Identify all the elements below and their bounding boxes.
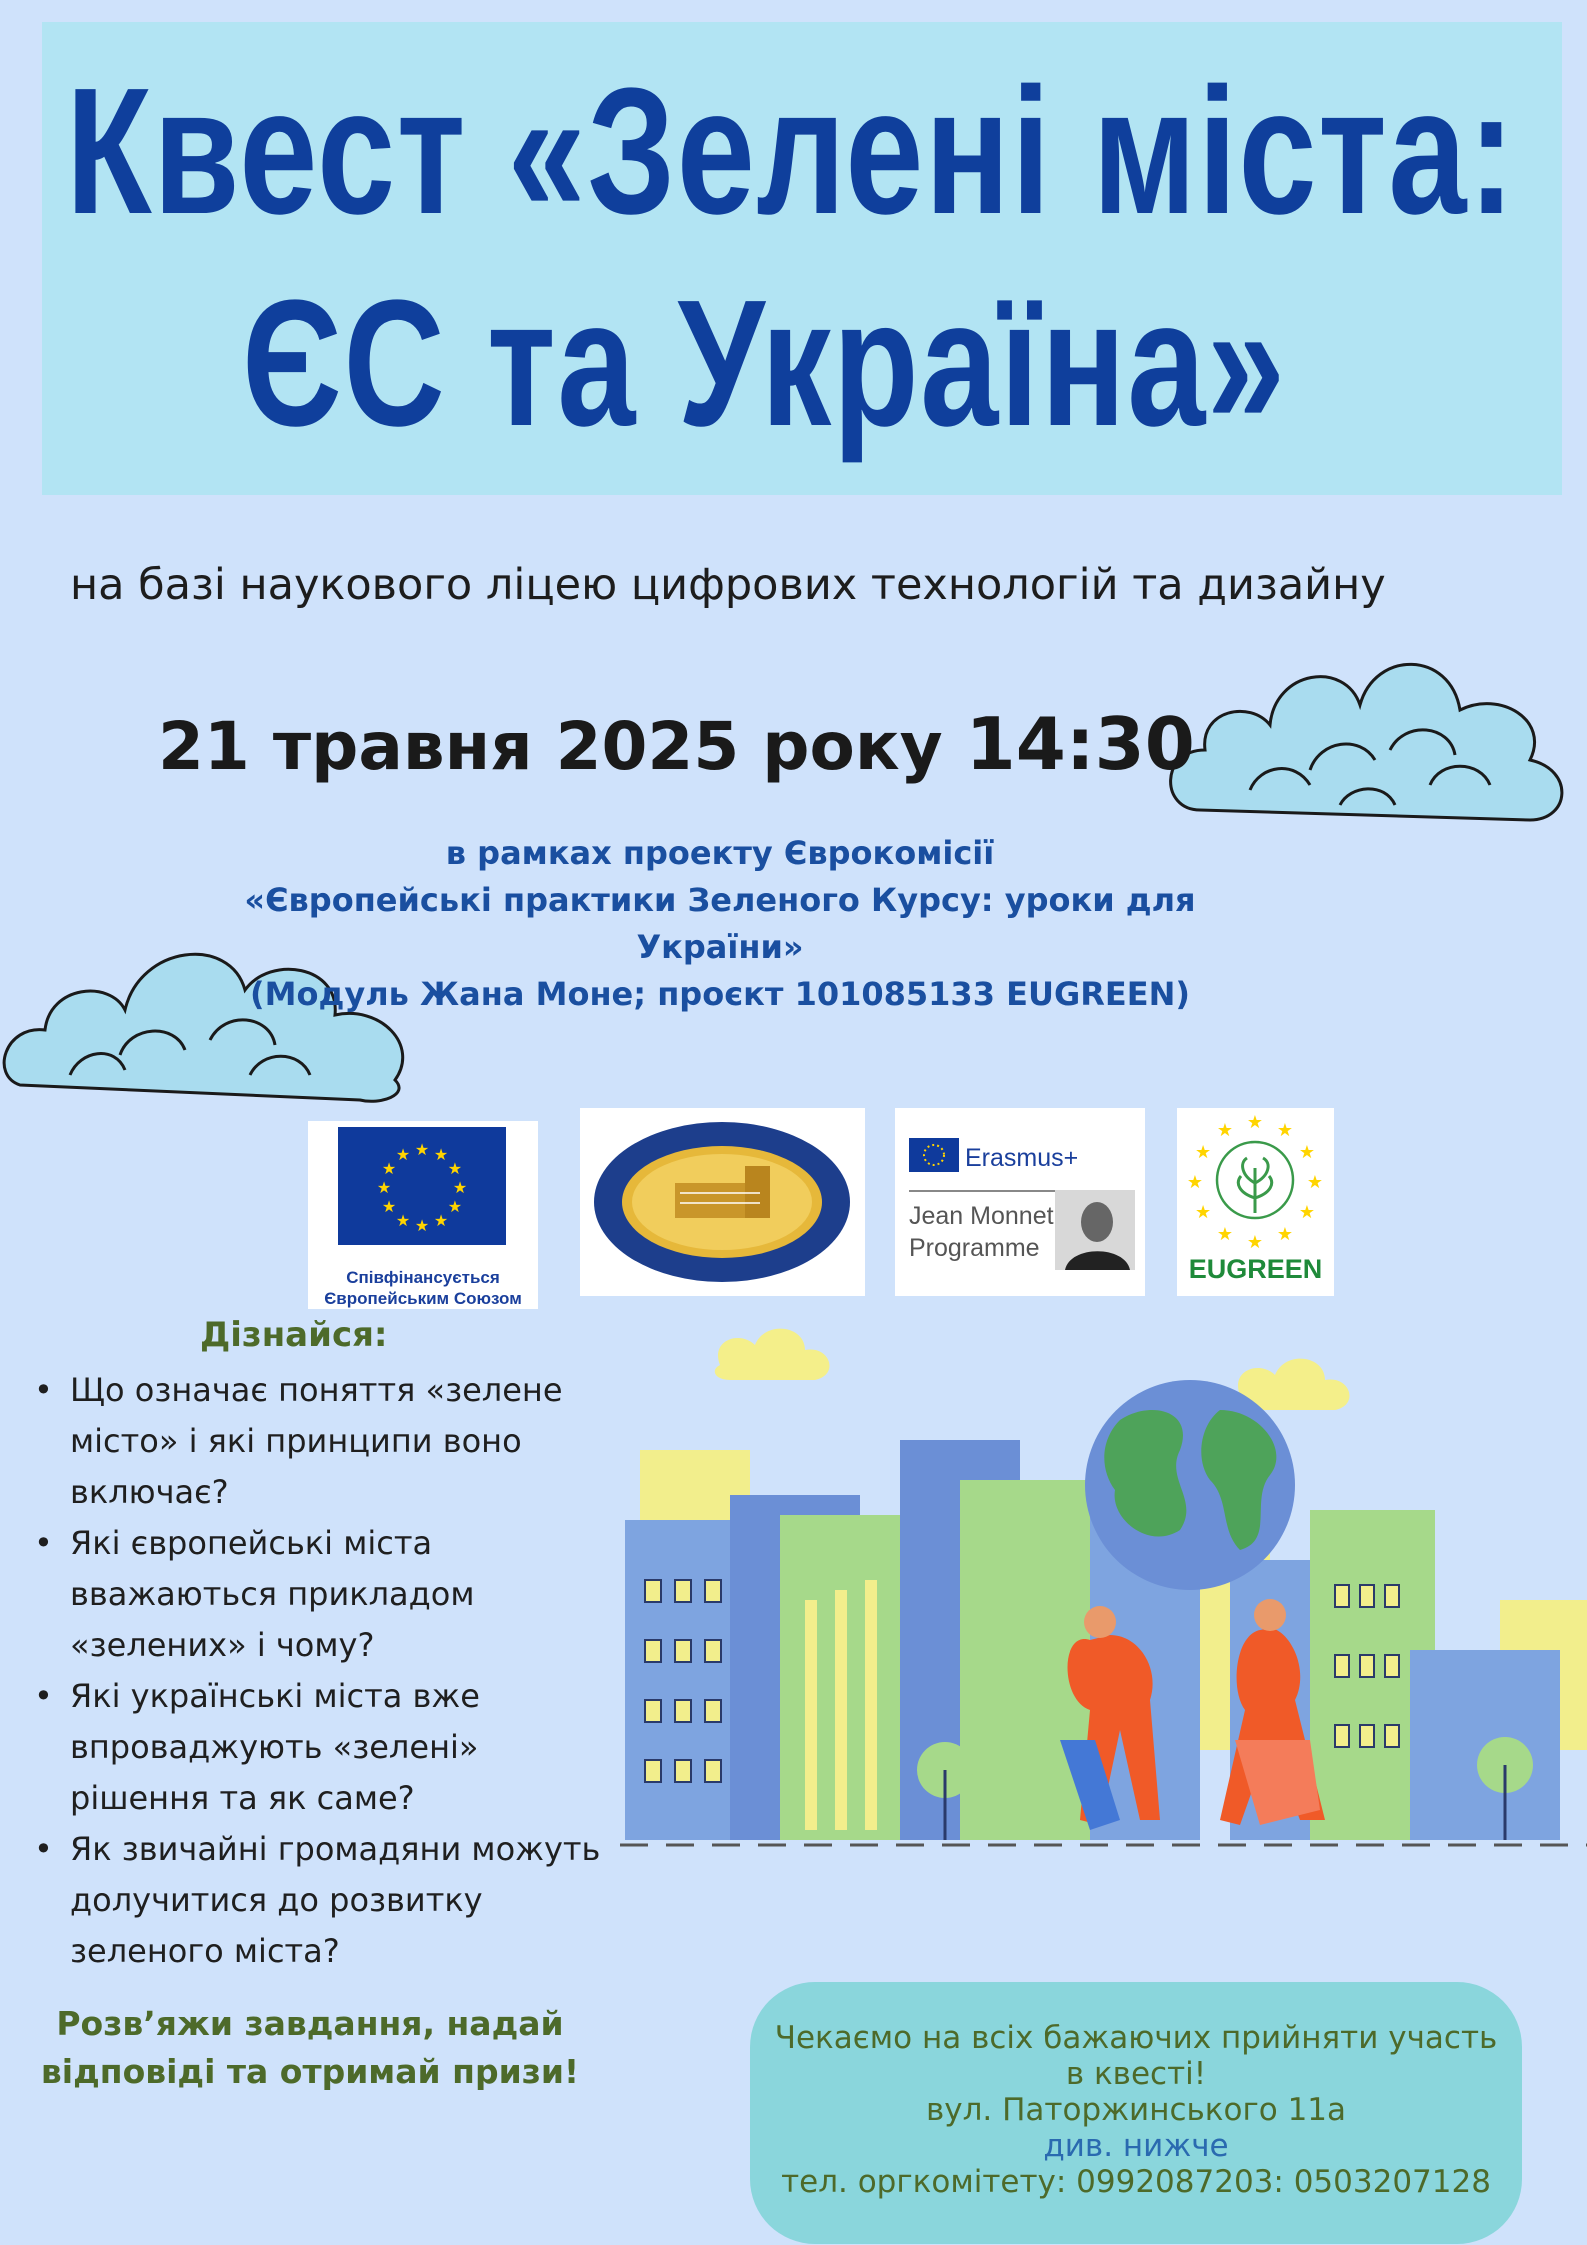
star-icon: ★	[1194, 1202, 1212, 1223]
info-phones: тел. оргкомітету: 0992087203: 0503207128	[781, 2164, 1491, 2200]
eu-flag-icon	[308, 1121, 538, 1251]
star-icon: ★	[376, 1178, 392, 1197]
info-address: вул. Паторжинського 11а	[925, 2092, 1347, 2128]
project-line-2: «Європейські практики Зеленого Курсу: уроки для України»	[244, 881, 1196, 966]
star-icon: ★	[1246, 1112, 1264, 1133]
eugreen-logo	[1177, 1108, 1334, 1296]
star-icon: ★	[1216, 1120, 1234, 1142]
star-icon: ★	[447, 1159, 463, 1178]
star-icon: ★	[1186, 1172, 1204, 1193]
info-line-1: Чекаємо на всіх бажаючих прийняти участь	[774, 2020, 1498, 2056]
project-line-3: (Модуль Жана Моне; проєкт 101085133 EUGREEN)	[250, 975, 1190, 1013]
list-item: • Що означає поняття «зелене місто» і які принципи воно включає?	[30, 1365, 620, 1518]
eu-caption-line-2: Європейським Союзом	[324, 1289, 522, 1308]
star-icon: ★	[395, 1210, 411, 1230]
project-line-1: в рамках проекту Єврокомісії	[445, 834, 995, 872]
jean-monnet-line-2: Programme	[909, 1234, 1040, 1262]
project-info	[180, 830, 1260, 1018]
star-icon: ★	[452, 1178, 468, 1197]
divider	[909, 1190, 1059, 1192]
star-icon: ★	[414, 1216, 430, 1235]
time-text: 14:30	[965, 702, 1195, 786]
cloud-right-icon	[1160, 610, 1580, 840]
star-icon: ★	[1246, 1232, 1264, 1253]
star-icon: ★	[395, 1145, 411, 1165]
star-icon: ★	[1276, 1223, 1294, 1245]
eugreen-text: EUGREEN	[1188, 1254, 1323, 1284]
title-banner	[42, 22, 1562, 495]
academy-logo	[580, 1108, 865, 1296]
info-line-2: в квесті!	[1065, 2056, 1207, 2092]
academy-emblem-icon	[580, 1108, 865, 1296]
star-icon: ★	[447, 1197, 463, 1216]
list-item: • Як звичайні громадяни можуть долучитися до розвитку зеленого міста?	[30, 1824, 620, 1977]
portrait-icon	[1055, 1190, 1135, 1270]
info-box	[750, 1982, 1522, 2244]
star-icon: ★	[381, 1197, 397, 1216]
subtitle: на базі наукового ліцею цифрових технологій та дизайну	[70, 560, 1386, 610]
erasmus-logo	[895, 1108, 1145, 1296]
star-icon: ★	[1298, 1142, 1316, 1163]
star-icon: ★	[1276, 1120, 1294, 1142]
title-line-1: Квест «Зелені міста:	[66, 51, 1517, 252]
star-icon: ★	[414, 1140, 430, 1159]
city-illustration-icon	[620, 1300, 1587, 1860]
eu-caption-line-1: Співфінансується	[346, 1268, 500, 1287]
star-icon: ★	[433, 1210, 449, 1230]
star-icon: ★	[1298, 1202, 1316, 1223]
erasmus-text: Erasmus+	[965, 1144, 1079, 1172]
event-date	[158, 702, 1195, 786]
star-icon: ★	[1216, 1223, 1234, 1245]
learn-heading: Дізнайся:	[200, 1315, 388, 1355]
star-icon: ★	[433, 1145, 449, 1165]
eu-mini-flag-icon	[909, 1138, 959, 1172]
star-icon: ★	[1306, 1172, 1324, 1193]
list-item: • Які європейські міста вважаються прикладом «зелених» і чому?	[30, 1518, 620, 1671]
list-item: • Які українські міста вже впроваджують «зелені» рішення та як саме?	[30, 1671, 620, 1824]
eugreen-emblem-icon	[1177, 1108, 1334, 1258]
star-icon: ★	[381, 1159, 397, 1178]
call-to-action	[30, 2000, 590, 2096]
date-text: 21 травня 2025 року	[158, 708, 943, 785]
learn-list	[30, 1365, 620, 1977]
call-line-2: відповіді та отримай призи!	[40, 2052, 580, 2091]
star-icon: ★	[1194, 1142, 1212, 1163]
eu-logo	[308, 1121, 538, 1309]
call-line-1: Розв’яжи завдання, надай	[56, 2004, 564, 2043]
jean-monnet-line-1: Jean Monnet	[909, 1202, 1054, 1230]
map-link[interactable]: див. нижче	[1043, 2128, 1229, 2164]
title-line-2: ЄС та Україна»	[242, 263, 1287, 464]
